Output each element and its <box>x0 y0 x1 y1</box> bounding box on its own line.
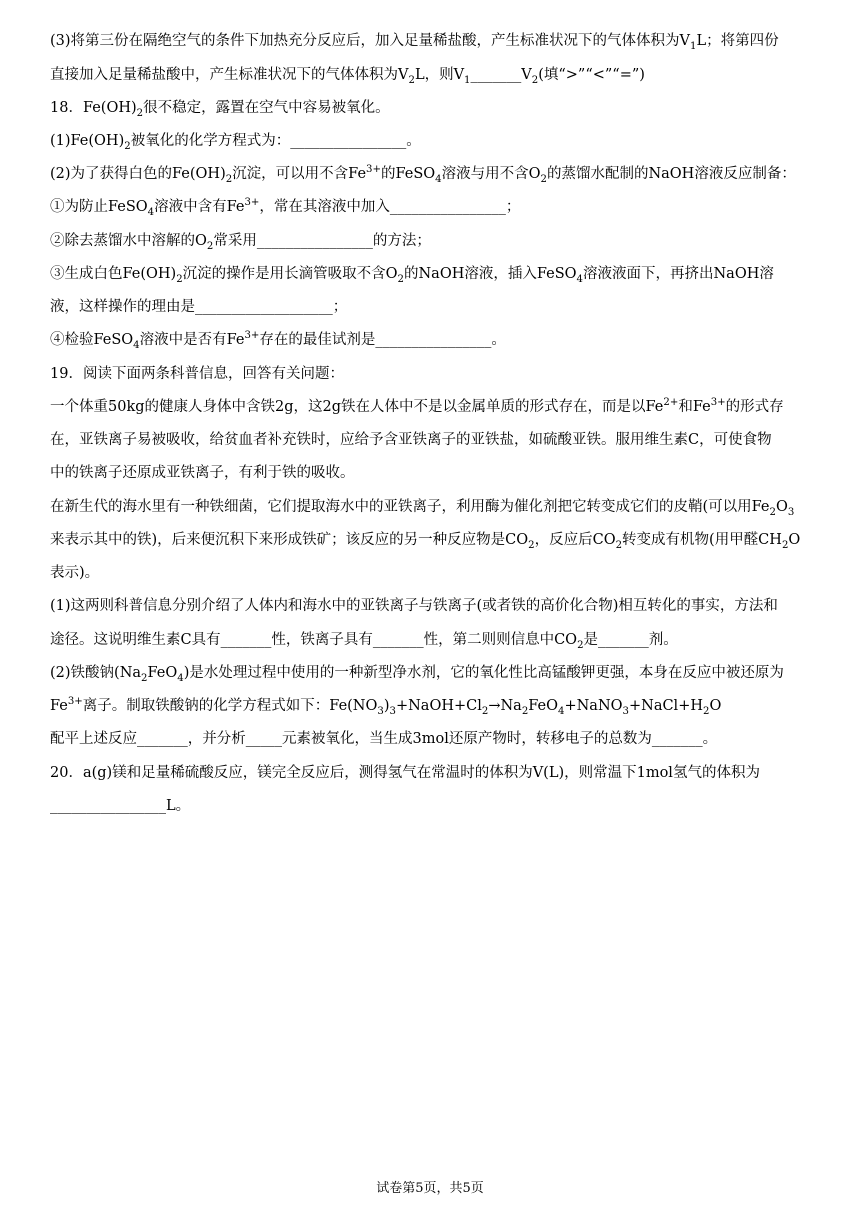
q19-part1-line1: (1)这两则科普信息分别介绍了人体内和海水中的亚铁离子与铁离子(或者铁的高价化合物)相互转化的事实，方法和 <box>50 598 778 614</box>
q19-part2-line3: 配平上述反应_______，并分析_____元素被氧化，当生成3mol还原产物时，转移电子的总数为_______。 <box>50 731 718 747</box>
q19-part2-line1: (2)铁酸钠$(Na_2FeO_4)$是水处理过程中使用的一种新型净水剂，它的氧化性比高锰酸钾更强，本身在反应中被还原为 <box>50 665 784 683</box>
q19-info1-line3: 中的铁离子还原成亚铁离子，有利于铁的吸收。 <box>50 465 355 481</box>
q18-part2-item3-line1: ③生成白色$Fe(OH)_2$沉淀的操作是用长滴管吸取不含$O_2$的NaOH溶液，插入FeSO$_4$溶液液面下，再挤出NaOH溶 <box>50 266 774 284</box>
q18-part1: $(1)Fe(OH)_2$被氧化的化学方程式为：________________。 <box>50 133 421 151</box>
q18-part2-item4: ④检验FeSO$_4$溶液中是否有$Fe^{3+}$存在的最佳试剂是________________。 <box>50 330 506 350</box>
q18-heading: 18．$Fe(OH)_2$很不稳定，露置在空气中容易被氧化。 <box>50 100 390 118</box>
q19-info2-line1: 在新生代的海水里有一种铁细菌，它们提取海水中的亚铁离子，利用酶为催化剂把它转变成它们的皮鞘(可以用$Fe_2O_3$ <box>50 499 795 517</box>
q19-part1-line2: 途径。这说明维生素C具有_______性，铁离子具有_______性，第二则则信息中$CO_2$是_______剂。 <box>50 632 678 650</box>
q18-part2-item1: ①为防止FeSO$_4$溶液中含有$Fe^{3+}$，常在其溶液中加入________________； <box>50 197 521 217</box>
q18-part2-intro: (2)为了获得白色的$Fe(OH)_2$沉淀，可以用不含$Fe^{3+}$的FeSO$_4$溶液与用不含$O_2$的蒸馏水配制的NaOH溶液反应制备： <box>50 164 796 184</box>
q18-part2-item2: ②除去蒸馏水中溶解的$O_2$常采用________________的方法； <box>50 233 431 251</box>
q20-line2: ________________L。 <box>50 798 191 814</box>
q19-part2-line2: $Fe^{3+}$离子。制取铁酸钠的化学方程式如下：$Fe(NO_3)_3+NaOH+Cl_2\to Na_2FeO_4+NaNO_3+NaCl+H_2O$ <box>50 696 722 716</box>
q20-line1: 20．a(g)镁和足量稀硫酸反应，镁完全反应后，测得氢气在常温时的体积为V(L)，则常温下1mol氢气的体积为 <box>50 765 760 781</box>
q19-info2-line2: 来表示其中的铁)，后来便沉积下来形成铁矿；该反应的另一种反应物是$CO_2$，反应后$CO_2$转变成有机物(用甲醛$CH_2O$ <box>50 532 801 550</box>
q19-info1-line2: 在，亚铁离子易被吸收，给贫血者补充铁时，应给予含亚铁离子的亚铁盐，如硫酸亚铁。服用维生素C，可使食物 <box>50 432 772 448</box>
q18-part2-item3-line2: 液，这样操作的理由是___________________； <box>50 299 348 315</box>
q17-part3-line1: (3)将第三份在隔绝空气的条件下加热充分反应后，加入足量稀盐酸，产生标准状况下的气体体积为$V_1L$；将第四份 <box>50 33 779 51</box>
q19-info2-line3: 表示)。 <box>50 565 100 581</box>
q19-heading: 19．阅读下面两条科普信息，回答有关问题： <box>50 366 344 382</box>
page-footer: 试卷第5页，共5页 <box>376 1181 484 1196</box>
q17-part3-line2: 直接加入足量稀盐酸中，产生标准状况下的气体体积为$V_2L$，则$V_1\_\_\_\_\_\_\_V_2$(填“>”“<”“=”) <box>50 67 645 85</box>
q19-info1-line1: 一个体重50kg的健康人身体中含铁2g，这2g铁在人体中不是以金属单质的形式存在，而是以$Fe^{2+}$和$Fe^{3+}$的形式存 <box>50 397 784 415</box>
